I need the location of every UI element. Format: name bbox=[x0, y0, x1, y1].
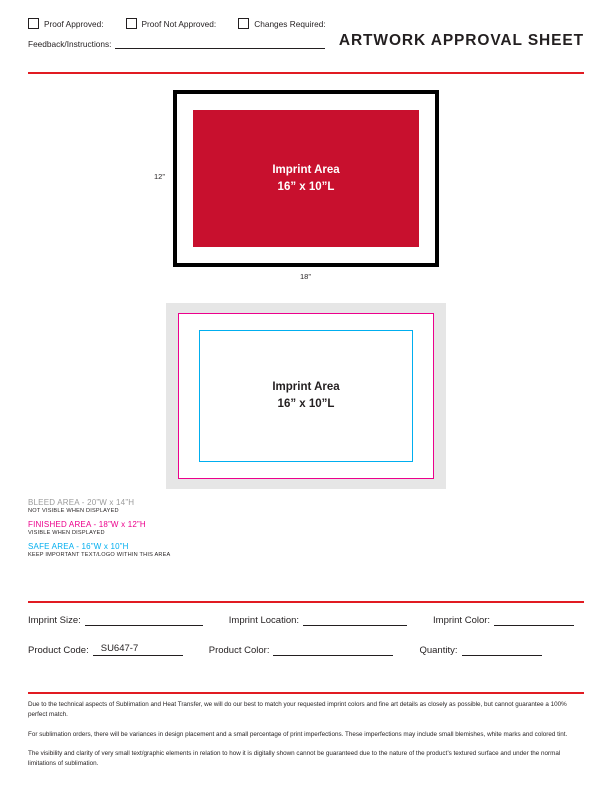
form-row-1 bbox=[28, 614, 584, 626]
field-label: Quantity: bbox=[419, 645, 458, 656]
legend-subtitle: VISIBLE WHEN DISPLAYED bbox=[28, 530, 105, 536]
safe-area-box bbox=[199, 330, 413, 462]
legend-subtitle: KEEP IMPORTANT TEXT/LOGO WITHIN THIS AREA bbox=[28, 552, 171, 558]
field-imprint-size[interactable] bbox=[28, 614, 203, 626]
field-imprint-location[interactable] bbox=[229, 614, 407, 626]
disclaimer-paragraph: For sublimation orders, there will be variances in design placement and a small percentage of print imperfections. These imperfections may include small blemishes, white marks and colored tint. bbox=[28, 730, 568, 738]
dimension-width-label: 18” bbox=[300, 272, 311, 281]
form-row-2 bbox=[28, 644, 584, 656]
field-imprint-color[interactable] bbox=[433, 614, 574, 626]
checkbox-box-icon[interactable] bbox=[238, 18, 249, 29]
divider-middle bbox=[28, 601, 584, 603]
page-title: ARTWORK APPROVAL SHEET bbox=[338, 32, 584, 49]
legend-item-finished bbox=[28, 520, 348, 536]
bleed-area-box bbox=[166, 303, 446, 489]
checkbox-proof-not-approved[interactable] bbox=[126, 18, 217, 29]
divider-top bbox=[28, 72, 584, 74]
field-label: Imprint Location: bbox=[228, 615, 300, 626]
field-value: SU647-7 bbox=[100, 643, 139, 654]
disclaimer-paragraph: Due to the technical aspects of Sublimation and Heat Transfer, we will do our best to match your requested imprint colors and fine art details as closely as possible, but cannot guarantee a 100% perfect match. bbox=[28, 701, 567, 718]
imprint-area-title: Imprint Area bbox=[272, 163, 340, 176]
feedback-input-line[interactable] bbox=[115, 38, 325, 49]
safe-area-size: 16” x 10”L bbox=[277, 398, 335, 410]
field-label: Imprint Color: bbox=[433, 615, 491, 626]
checkbox-changes-required[interactable] bbox=[238, 18, 326, 29]
approval-checkbox-row bbox=[28, 18, 584, 29]
checkbox-label: Proof Approved: bbox=[44, 18, 104, 29]
checkbox-label: Proof Not Approved: bbox=[141, 18, 217, 29]
checkbox-box-icon[interactable] bbox=[126, 18, 137, 29]
divider-bottom bbox=[28, 692, 584, 694]
imprint-diagram-frame bbox=[173, 90, 439, 267]
imprint-location-input[interactable] bbox=[303, 614, 407, 626]
dimension-height-label: 12” bbox=[154, 172, 165, 181]
product-code-input[interactable] bbox=[93, 644, 183, 656]
imprint-color-input[interactable] bbox=[494, 614, 574, 626]
field-quantity[interactable] bbox=[419, 644, 541, 656]
checkbox-box-icon[interactable] bbox=[28, 18, 39, 29]
legend-subtitle: NOT VISIBLE WHEN DISPLAYED bbox=[28, 508, 119, 514]
field-label: Imprint Size: bbox=[28, 615, 81, 626]
finished-area-box bbox=[178, 313, 434, 479]
quantity-input[interactable] bbox=[462, 644, 542, 656]
legend-title: FINISHED AREA - 18”W x 12”H bbox=[28, 520, 146, 529]
header bbox=[28, 18, 584, 66]
disclaimers bbox=[28, 700, 584, 779]
field-product-color[interactable] bbox=[209, 644, 394, 656]
field-product-code[interactable] bbox=[28, 644, 183, 656]
safe-area-title: Imprint Area bbox=[272, 381, 340, 394]
imprint-area-size: 16” x 10”L bbox=[277, 180, 335, 193]
imprint-size-input[interactable] bbox=[85, 614, 203, 626]
legend-title: BLEED AREA - 20”W x 14”H bbox=[28, 498, 135, 507]
checkbox-proof-approved[interactable] bbox=[28, 18, 104, 29]
imprint-area-fill bbox=[193, 110, 419, 247]
feedback-label: Feedback/Instructions: bbox=[28, 39, 112, 49]
legend-item-safe bbox=[28, 542, 348, 558]
disclaimer-paragraph: The visibility and clarity of very small text/graphic elements in relation to how it is digitally shown cannot be guaranteed due to the nature of the product’s textured surface and under the normal limitations of sublimation. bbox=[28, 750, 561, 767]
legend bbox=[28, 498, 348, 564]
legend-title: SAFE AREA - 16”W x 10”H bbox=[28, 542, 129, 551]
legend-item-bleed bbox=[28, 498, 348, 514]
field-label: Product Color: bbox=[208, 645, 270, 656]
checkbox-label: Changes Required: bbox=[254, 18, 326, 29]
field-label: Product Code: bbox=[28, 645, 89, 656]
order-form bbox=[28, 614, 584, 674]
product-color-input[interactable] bbox=[273, 644, 393, 656]
